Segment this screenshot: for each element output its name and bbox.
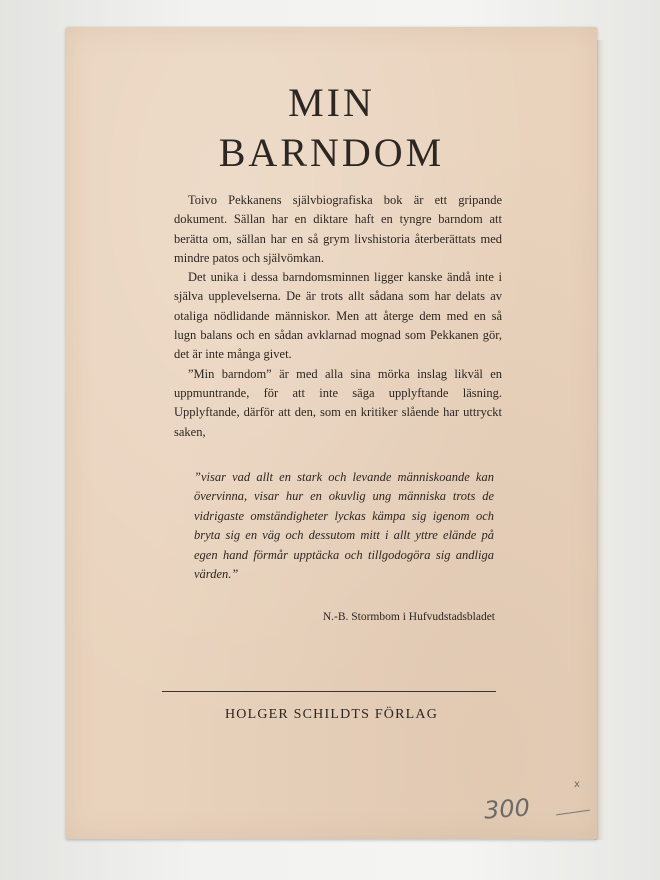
blurb-paragraph: ”Min barndom” är med alla sina mörka inslag likväl en uppmuntrande, för att inte säga upplyftande läsning. Upplyftande, därför att den, som en kritiker slående har uttryckt saken, [174, 366, 502, 439]
pencil-price: 300 [483, 793, 531, 825]
divider-rule [162, 691, 496, 692]
pencil-underline [556, 810, 590, 816]
quote-attribution: N.-B. Stormbom i Hufvudstadsbladet [322, 611, 495, 623]
pencil-mark: x [574, 779, 580, 790]
blurb-paragraph: Toivo Pekkanens självbiografiska bok är ett gripande dokument. Sällan har en diktare haft en tyngre barndom att berätta om, sällan har en så grym livshistoria återberättats med mindre patos och självömkan. [174, 193, 502, 265]
critic-quote: ”visar vad allt en stark och levande människoande kan övervinna, visar hur en okuvlig ung människa trots de vidrigaste omständigheter lyckas kämpa sig igenom och bryta sig en väg och dessutom mitt i allt yttre elände på egen hand förmår upptäcka och tillgodogöra sig andliga värden.” [194, 470, 494, 582]
book-back-cover [66, 27, 597, 839]
blurb-text [174, 191, 502, 442]
book-title-line-2: BARNDOM [218, 130, 445, 175]
book-title-line-1: MIN [288, 80, 375, 125]
blurb-paragraph: Det unika i dessa barndomsminnen ligger kanske ändå inte i själva upplevelserna. De är trots allt sådana som har delats av otaliga nödlidande människor. Men att återge dem med en så lugn balans och en sådan avklarnad mognad som Pekkanen gör, det är inte många givet. [174, 270, 502, 362]
publisher-name: HOLGER SCHILDTS FÖRLAG [224, 707, 439, 722]
